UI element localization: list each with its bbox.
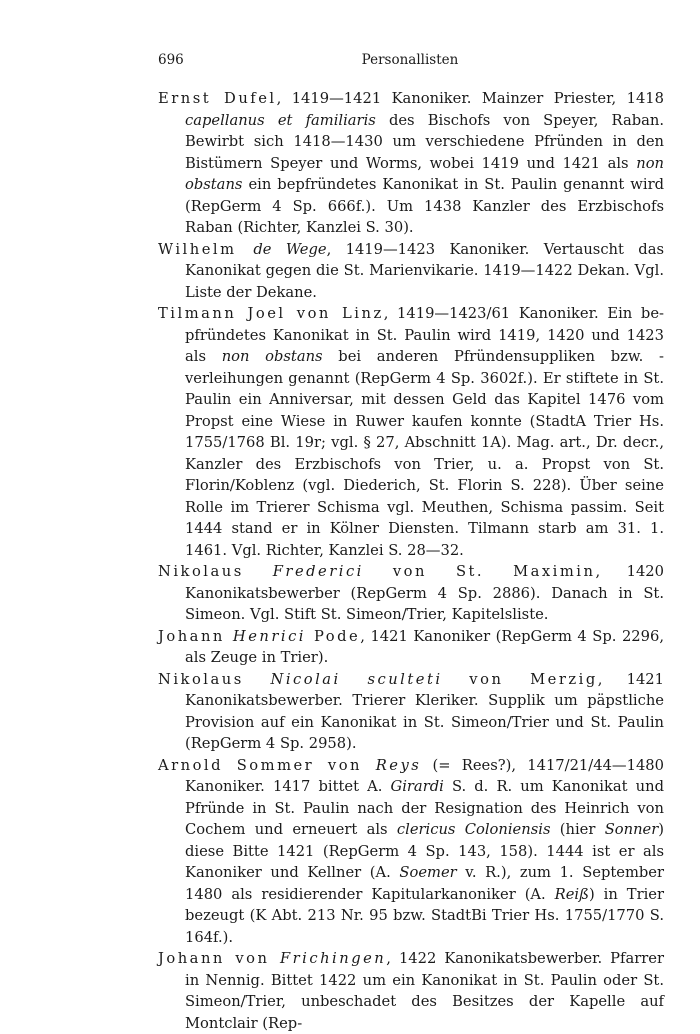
- entry-text: (= Rees?), 1417/21/44—1480 Kanoniker. 1417 bittet A.: [185, 756, 664, 795]
- italic-phrase: non obstans: [185, 154, 664, 193]
- personnel-entry: [158, 239, 664, 304]
- name-part: Wilhelm: [158, 240, 254, 258]
- name-part: de Wege: [253, 240, 327, 258]
- entry-text: , 1419—1423 Kanoniker. Vertauscht das Kanonikat gegen die St. Marienvikarie. 1419—1422 Dekan. Vgl. Liste der Dekane.: [185, 240, 664, 301]
- personnel-entry: [158, 303, 664, 561]
- name-part: Nikolaus: [158, 563, 273, 580]
- name-part: Frichingen: [279, 950, 387, 967]
- entry-text: v. R.), zum 1. September 1480 als residierender Kapitularkanoniker (A.: [185, 864, 665, 903]
- person-name: [158, 950, 386, 967]
- entry-text: , 1419—1421 Kanoniker. Mainzer Priester, 1418: [276, 90, 664, 107]
- entry-text: , 1420 Kanonikatsbewerber (RepGerm 4 Sp. 2886). Danach in St. Simeon. Vgl. Stift St. Simeon/Trier, Kapitelsliste.: [185, 563, 664, 623]
- person-name: [158, 90, 277, 107]
- name-part: Tilmann Joel von Linz: [158, 305, 384, 322]
- name-part: Nikolaus: [158, 670, 271, 688]
- italic-phrase: Girardi: [390, 778, 444, 795]
- entry-text: (hier: [550, 821, 605, 838]
- italic-phrase: Reiß: [554, 885, 589, 903]
- personnel-entry: [158, 755, 664, 949]
- entry-text: des Bischofs von Speyer, Raban. Bewirbt sich 1418—1430 um verschiedene Pfründen in den Bistümern Speyer und Worms, wobei 1419 und 1421 als: [185, 111, 664, 172]
- person-name: [158, 757, 421, 774]
- page-header: [158, 52, 662, 72]
- person-name: [158, 671, 598, 688]
- personnel-list: [158, 88, 664, 1034]
- name-part: von Merzig: [442, 670, 598, 688]
- personnel-entry: [158, 948, 664, 1034]
- running-title: Personallisten: [361, 52, 459, 68]
- italic-phrase: Sonner: [604, 821, 659, 838]
- name-part: Frederici: [272, 563, 364, 580]
- name-part: Ernst Dufel: [158, 90, 277, 107]
- entry-text: ) in Trier bezeugt (K Abt. 213 Nr. 95 bzw. StadtBi Trier Hs. 1755/1770 S. 164f.).: [185, 885, 665, 946]
- person-name: [158, 628, 360, 645]
- person-name: [158, 305, 384, 322]
- entry-text: , 1421 Kanonikatsbewerber. Trierer Kleriker. Supplik um päpstliche Provision auf ein Kanonikat in St. Simeon/Trier und St. Paulin (RepGerm 4 Sp. 2958).: [185, 670, 664, 752]
- entry-text: , 1421 Kanoniker (RepGerm 4 Sp. 2296, als Zeuge in Trier).: [185, 627, 665, 666]
- entry-text: ) diese Bitte 1421 (RepGerm 4 Sp. 143, 158). 1444 ist er als Kanoniker und Kellner (A.: [185, 821, 664, 881]
- person-name: [158, 241, 327, 258]
- italic-phrase: capellanus et familiaris: [185, 111, 376, 129]
- personnel-entry: [158, 561, 664, 626]
- personnel-entry: [158, 88, 664, 239]
- name-part: Johann: [158, 627, 233, 645]
- name-part: Nicolai sculteti: [270, 670, 443, 688]
- name-part: von St. Maximin: [363, 563, 596, 580]
- entry-text: , 1419—1423/61 Kanoniker. Ein bepfründetes Kanonikat in St. Paulin wird 1419, 1420 und 1423 als: [185, 305, 664, 365]
- personnel-entry: [158, 626, 664, 669]
- person-name: [158, 563, 595, 580]
- name-part: Reys: [375, 756, 422, 774]
- entry-text: ein bepfründetes Kanonikat in St. Paulin genannt wird (RepGerm 4 Sp. 666f.). Um 1438 Kanzler des Erzbischofs Raban (Richter, Kanzlei S. 30).: [185, 176, 664, 236]
- entry-text: , 1422 Kanonikatsbewerber. Pfarrer in Nennig. Bittet 1422 um ein Kanonikat in St. Paulin oder St. Simeon/Trier, unbeschadet des Besitzes der Kapelle auf Montclair (Rep-: [185, 950, 664, 1032]
- italic-phrase: non obstans: [221, 348, 323, 365]
- name-part: Pode: [306, 627, 361, 645]
- name-part: Johann von: [158, 950, 280, 967]
- italic-phrase: Soemer: [399, 864, 457, 881]
- entry-text: bei anderen Pfründensuppliken bzw. -verleihungen genannt (RepGerm 4 Sp. 3602f.). Er stiftete in St. Paulin ein Anniversar, mit dessen Geld das Kapitel 1476 vom Propst eine Wiese in Ruwer kaufen konnte (StadtA Trier Hs. 1755/1768 Bl. 19r; vgl. § 27, Abschnitt 1A). Mag. art., Dr. decr., Kanzler des Erzbischofs von Trier, u. a. Propst von St. Florin/Koblenz (vgl. Diederich, St. Florin S. 228). Über seine Rolle im Trierer Schisma vgl. Meuthen, Schisma passim. Seit 1444 stand er in Kölner Diensten. Tilmann starb am 31. 1. 1461. Vgl. Richter, Kanzlei S. 28—32.: [185, 348, 664, 559]
- name-part: Arnold Sommer von: [158, 756, 376, 774]
- personnel-entry: [158, 669, 664, 755]
- entry-text: S. d. R. um Kanonikat und Pfründe in St. Paulin nach der Resignation des Heinrich von Cochem und erneuert als: [185, 778, 664, 838]
- italic-phrase: clericus Coloniensis: [396, 821, 551, 838]
- page-number: 696: [158, 52, 184, 68]
- name-part: Henrici: [232, 627, 306, 645]
